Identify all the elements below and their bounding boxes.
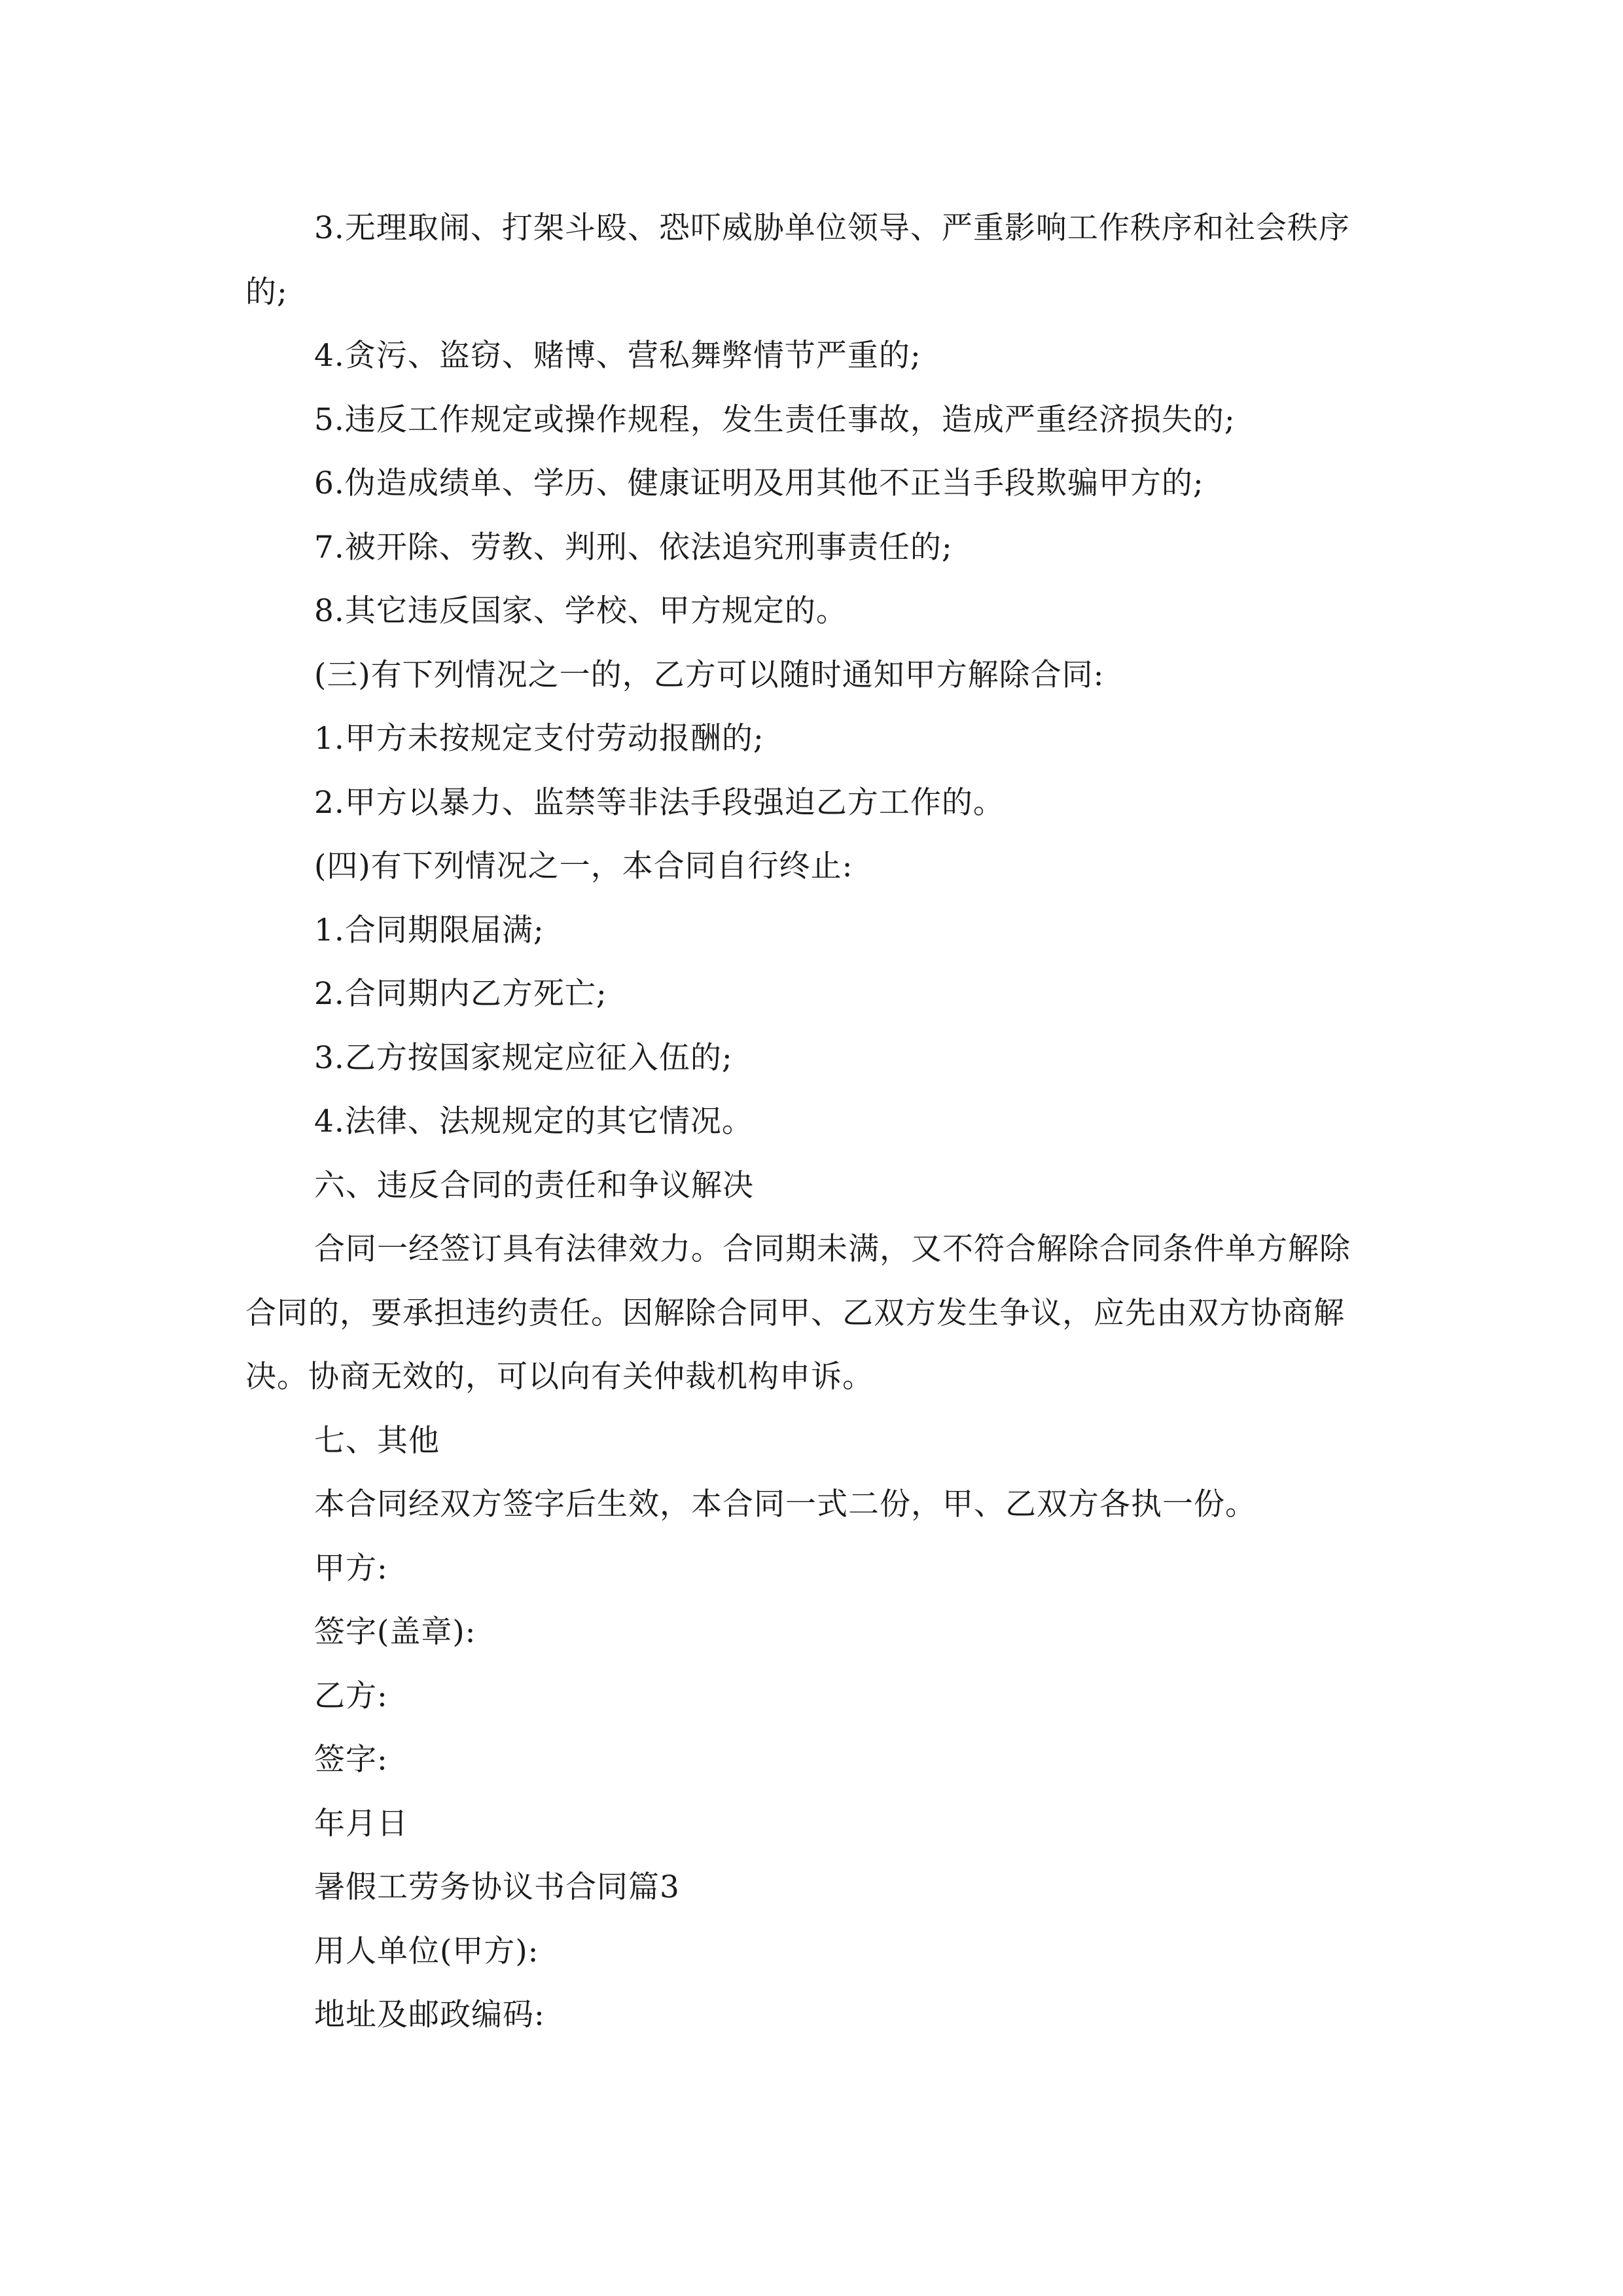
clause-item-5: 5.违反工作规定或操作规程，发生责任事故，造成严重经济损失的; [314, 401, 1236, 438]
subsection-4-item-3: 3.乙方按国家规定应征入伍的; [314, 1039, 733, 1076]
subsection-3-item-2: 2.甲方以暴力、监禁等非法手段强迫乙方工作的。 [314, 784, 1005, 821]
clause-item-4: 4.贪污、盗窃、赌博、营私舞弊情节严重的; [314, 338, 921, 374]
subsection-4-item-1: 1.合同期限届满; [314, 912, 544, 948]
document-body [245, 196, 1381, 2047]
next-contract-title: 暑假工劳务协议书合同篇3 [314, 1869, 680, 1905]
subsection-heading-3: (三)有下列情况之一的，乙方可以随时通知甲方解除合同: [314, 656, 1105, 693]
party-a-label: 甲方: [314, 1550, 388, 1587]
party-a-signature-label: 签字(盖章): [314, 1614, 476, 1650]
address-postcode-label: 地址及邮政编码: [314, 1997, 545, 2033]
subsection-3-item-1: 1.甲方未按规定支付劳动报酬的; [314, 721, 764, 757]
section-6-paragraph: 合同一经签订具有法律效力。合同期未满，又不符合解除合同条件单方解除合同的，要承担违约责任。因解除合同甲、乙双方发生争议，应先由双方协商解决。协商无效的，可以向有关仲裁机构申诉。 [245, 1231, 1351, 1395]
section-heading-7: 七、其他 [314, 1422, 440, 1459]
clause-item-6: 6.伪造成绩单、学历、健康证明及用其他不正当手段欺骗甲方的; [314, 465, 1204, 501]
clause-item-8: 8.其它违反国家、学校、甲方规定的。 [314, 593, 847, 629]
section-heading-6: 六、违反合同的责任和争议解决 [314, 1167, 754, 1204]
section-7-paragraph: 本合同经双方签字后生效，本合同一式二份，甲、乙双方各执一份。 [314, 1486, 1257, 1522]
party-b-label: 乙方: [314, 1677, 388, 1714]
party-b-signature-label: 签字: [314, 1742, 388, 1778]
subsection-heading-4: (四)有下列情况之一，本合同自行终止: [314, 848, 853, 884]
subsection-4-item-2: 2.合同期内乙方死亡; [314, 976, 607, 1012]
subsection-4-item-4: 4.法律、法规规定的其它情况。 [314, 1103, 753, 1139]
clause-item-7: 7.被开除、劳教、判刑、依法追究刑事责任的; [314, 529, 953, 565]
clause-item-3: 3.无理取闹、打架斗殴、恐吓威胁单位领导、严重影响工作秩序和社会秩序的; [245, 210, 1350, 310]
employer-label: 用人单位(甲方): [314, 1933, 539, 1969]
date-label: 年月日 [314, 1805, 408, 1842]
